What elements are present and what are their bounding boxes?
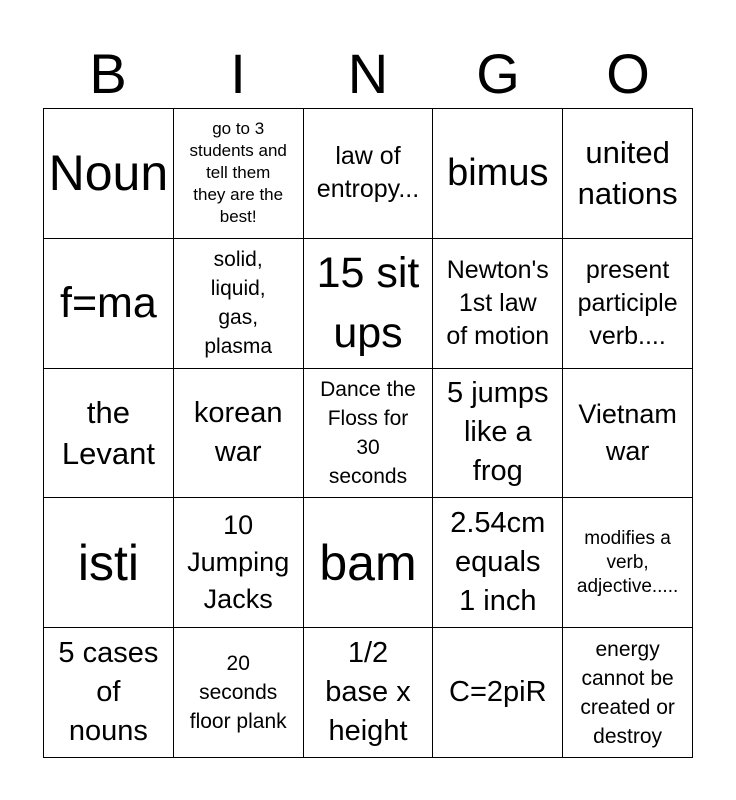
bingo-cell-text: 5 jumps like a frog — [447, 377, 549, 488]
bingo-cell-text: 15 sit ups — [316, 249, 420, 358]
bingo-cell-r5-c2[interactable] — [174, 628, 304, 758]
bingo-cell-r3-c2[interactable] — [174, 369, 304, 499]
bingo-cell-text: f=ma — [60, 279, 157, 328]
bingo-cell-text: go to 3 students and tell them they are the best! — [189, 119, 287, 227]
bingo-cell-text: solid, liquid, gas, plasma — [204, 248, 273, 359]
bingo-cell-r3-c4[interactable] — [433, 369, 563, 499]
header-letter-n: N — [347, 42, 389, 105]
bingo-cell-text: present participle verb.... — [577, 255, 678, 350]
bingo-cell-r1-c3[interactable] — [304, 109, 434, 239]
bingo-cell-text: law of entropy... — [316, 142, 420, 204]
bingo-cell-text: 20 seconds floor plank — [189, 652, 287, 734]
bingo-cell-r3-c3[interactable] — [304, 369, 434, 499]
bingo-cell-text: united nations — [577, 135, 678, 212]
header-letter-b: B — [89, 42, 127, 105]
bingo-cell-text: modifies a verb, adjective..... — [576, 527, 679, 597]
bingo-cell-text: Vietnam war — [578, 398, 677, 466]
header-letter-i: I — [230, 42, 246, 105]
bingo-cell-r5-c5[interactable] — [563, 628, 693, 758]
bingo-cell-r3-c1[interactable] — [44, 369, 174, 499]
bingo-cell-text: Noun — [48, 145, 169, 202]
bingo-cell-r1-c1[interactable] — [44, 109, 174, 239]
bingo-cell-r1-c5[interactable] — [563, 109, 693, 239]
bingo-cell-r4-c1[interactable] — [44, 498, 174, 628]
bingo-cell-text: bimus — [447, 152, 549, 195]
bingo-cell-r5-c4[interactable] — [433, 628, 563, 758]
bingo-cell-text: Dance the Floss for 30 seconds — [320, 377, 416, 488]
bingo-cell-r4-c5[interactable] — [563, 498, 693, 628]
bingo-board — [43, 108, 693, 758]
bingo-cell-text: 10 Jumping Jacks — [187, 510, 290, 615]
bingo-cell-r3-c5[interactable] — [563, 369, 693, 499]
bingo-cell-r4-c2[interactable] — [174, 498, 304, 628]
bingo-cell-text: isti — [77, 534, 139, 591]
bingo-cell-text: energy cannot be created or destroy — [580, 637, 675, 748]
bingo-cell-text: bam — [319, 534, 417, 591]
bingo-cell-r1-c2[interactable] — [174, 109, 304, 239]
bingo-cell-r5-c3[interactable] — [304, 628, 434, 758]
bingo-cell-r2-c4[interactable] — [433, 239, 563, 369]
bingo-cell-r2-c1[interactable] — [44, 239, 174, 369]
bingo-cell-text: C=2piR — [449, 676, 547, 709]
bingo-cell-r2-c5[interactable] — [563, 239, 693, 369]
header-letter-g: G — [476, 42, 520, 105]
bingo-cell-text: Newton's 1st law of motion — [446, 255, 550, 350]
bingo-header — [43, 40, 693, 108]
bingo-cell-r2-c2[interactable] — [174, 239, 304, 369]
bingo-cell-r2-c3[interactable] — [304, 239, 434, 369]
bingo-cell-text: the Levant — [61, 394, 155, 471]
bingo-cell-r4-c4[interactable] — [433, 498, 563, 628]
bingo-cell-r1-c4[interactable] — [433, 109, 563, 239]
bingo-cell-text: 5 cases of nouns — [58, 637, 159, 748]
bingo-cell-text: korean war — [193, 396, 283, 468]
bingo-cell-text: 1/2 base x height — [325, 637, 411, 748]
header-letter-o: O — [606, 42, 650, 105]
bingo-cell-text: 2.54cm equals 1 inch — [450, 507, 546, 618]
bingo-cell-r4-c3[interactable] — [304, 498, 434, 628]
bingo-cell-r5-c1[interactable] — [44, 628, 174, 758]
